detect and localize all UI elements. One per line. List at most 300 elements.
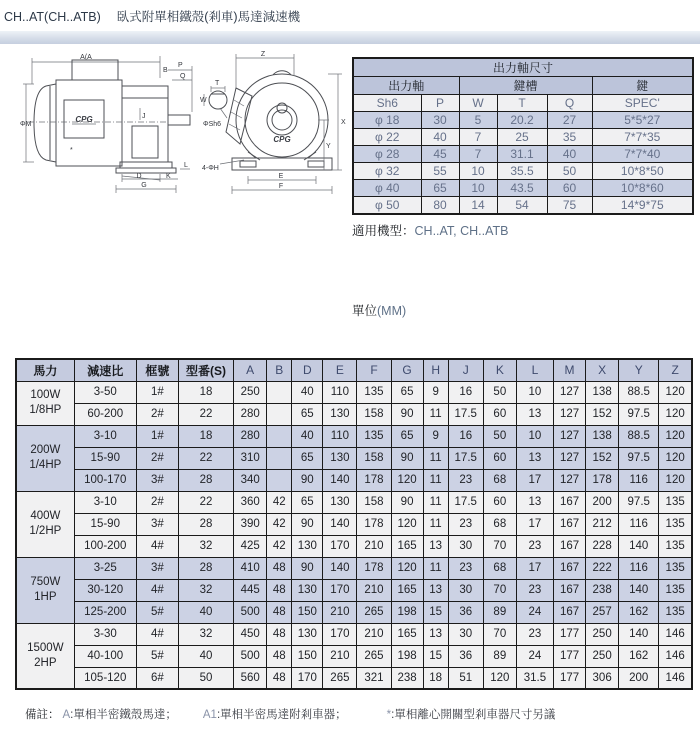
dim-cell: 90 xyxy=(391,447,423,469)
dim-cell: 390 xyxy=(234,513,267,535)
dim-cell: 15 xyxy=(423,645,448,667)
dim-cell: 22 xyxy=(178,447,233,469)
shaft-table-group-row xyxy=(353,77,693,95)
dim-cell: 177 xyxy=(553,645,585,667)
dim-cell: 23 xyxy=(448,469,483,491)
dim-cell: 90 xyxy=(292,513,323,535)
dim-cell: 410 xyxy=(234,557,267,579)
dim-cell: 228 xyxy=(586,535,619,557)
shaft-cell: 60 xyxy=(547,180,592,197)
dim-cell xyxy=(267,403,292,425)
page-title xyxy=(4,7,300,25)
dim-cell: 120 xyxy=(659,381,692,403)
dim-cell: 70 xyxy=(483,623,516,645)
dim-cell: 68 xyxy=(483,469,516,491)
dim-label-e: E xyxy=(278,173,284,180)
dim-label-k: K xyxy=(166,173,171,180)
dim-cell: 42 xyxy=(267,491,292,513)
dim-cell: 140 xyxy=(323,557,357,579)
dim-cell: 135 xyxy=(659,579,692,601)
dim-cell: 40 xyxy=(292,425,323,447)
dim-cell: 48 xyxy=(267,667,292,689)
dim-cell: 2# xyxy=(136,447,178,469)
dim-label-b: B xyxy=(163,67,168,74)
dim-cell: 65 xyxy=(292,491,323,513)
dim-cell: 17 xyxy=(516,513,553,535)
shaft-column-header: W xyxy=(459,95,497,112)
dim-cell: 65 xyxy=(292,447,323,469)
dim-cell: 120 xyxy=(391,557,423,579)
dim-cell: 17 xyxy=(516,469,553,491)
footnote xyxy=(25,706,555,722)
main-column-header: K xyxy=(483,359,516,381)
dim-cell: 265 xyxy=(323,667,357,689)
dim-cell: 250 xyxy=(586,645,619,667)
dim-cell: 178 xyxy=(357,469,391,491)
dim-cell: 5# xyxy=(136,601,178,623)
main-column-header: B xyxy=(267,359,292,381)
power-cell: 750W 1HP xyxy=(16,557,74,623)
shaft-cell: 40 xyxy=(421,129,459,146)
main-table-row xyxy=(16,623,692,645)
dim-cell: 265 xyxy=(357,645,391,667)
dim-cell: 170 xyxy=(323,579,357,601)
dim-cell: 11 xyxy=(423,469,448,491)
dim-cell: 30 xyxy=(448,623,483,645)
dim-cell: 158 xyxy=(357,403,391,425)
dim-cell: 30-120 xyxy=(74,579,136,601)
dim-cell: 127 xyxy=(553,403,585,425)
applicable-models xyxy=(352,221,509,239)
main-dimensions-table xyxy=(15,358,693,690)
dim-cell: 22 xyxy=(178,491,233,513)
dim-cell: 9 xyxy=(423,425,448,447)
dim-cell: 23 xyxy=(516,535,553,557)
dim-label-w: W xyxy=(200,97,207,104)
dim-cell: 170 xyxy=(323,623,357,645)
main-column-header: G xyxy=(391,359,423,381)
shaft-cell: 20.2 xyxy=(497,112,547,129)
dim-cell: 42 xyxy=(267,535,292,557)
dim-cell: 23 xyxy=(448,557,483,579)
shaft-column-header: P xyxy=(421,95,459,112)
shaft-cell: 80 xyxy=(421,197,459,214)
dim-cell: 3# xyxy=(136,469,178,491)
dim-cell: 13 xyxy=(516,403,553,425)
dim-cell: 28 xyxy=(178,557,233,579)
dim-cell: 167 xyxy=(553,601,585,623)
main-table-row xyxy=(16,491,692,513)
dim-cell: 140 xyxy=(323,469,357,491)
dim-cell: 130 xyxy=(323,447,357,469)
main-column-header: 減速比 xyxy=(74,359,136,381)
dim-cell: 165 xyxy=(391,579,423,601)
dim-cell: 238 xyxy=(391,667,423,689)
main-column-header: L xyxy=(516,359,553,381)
dim-cell: 120 xyxy=(659,469,692,491)
dim-cell: 89 xyxy=(483,601,516,623)
dim-cell: 90 xyxy=(391,403,423,425)
dim-cell: 36 xyxy=(448,601,483,623)
footnote-note: A:單相半密鐵殼馬達； xyxy=(62,709,177,721)
dim-cell: 15 xyxy=(423,601,448,623)
main-column-header: 型番(S) xyxy=(178,359,233,381)
dim-cell: 60 xyxy=(483,447,516,469)
main-table-row xyxy=(16,425,692,447)
dim-cell: 178 xyxy=(357,557,391,579)
dim-cell: 23 xyxy=(516,623,553,645)
dim-cell: 165 xyxy=(391,535,423,557)
dim-cell: 210 xyxy=(323,645,357,667)
applicable-models-value: CH..AT, CH..ATB xyxy=(414,224,509,238)
dim-label-x: X xyxy=(341,119,346,126)
shaft-table-row xyxy=(353,197,693,214)
main-table-header-row xyxy=(16,359,692,381)
shaft-cell: 5*5*27 xyxy=(592,112,693,129)
dim-cell: 18 xyxy=(178,381,233,403)
dim-label-g: G xyxy=(141,182,147,189)
star-mark: * xyxy=(70,147,73,154)
dim-cell: 10 xyxy=(516,381,553,403)
dim-cell: 50 xyxy=(483,425,516,447)
dim-cell: 135 xyxy=(357,425,391,447)
dim-cell: 32 xyxy=(178,623,233,645)
unit-note: 單位(MM) xyxy=(352,304,407,318)
shaft-cell: 43.5 xyxy=(497,180,547,197)
dim-label-t: T xyxy=(215,80,220,87)
dim-cell: 116 xyxy=(619,513,659,535)
dim-cell: 11 xyxy=(423,513,448,535)
dim-cell: 15-90 xyxy=(74,447,136,469)
dim-label-q: Q xyxy=(180,73,186,80)
dim-cell: 170 xyxy=(292,667,323,689)
dim-cell: 60 xyxy=(483,491,516,513)
dim-cell: 30 xyxy=(448,535,483,557)
dim-cell: 32 xyxy=(178,535,233,557)
dim-cell: 100-200 xyxy=(74,535,136,557)
dim-cell: 116 xyxy=(619,557,659,579)
dim-cell: 32 xyxy=(178,579,233,601)
dim-cell: 15-90 xyxy=(74,513,136,535)
dim-cell: 135 xyxy=(659,535,692,557)
dim-cell: 3-50 xyxy=(74,381,136,403)
dim-cell: 89 xyxy=(483,645,516,667)
dim-cell: 17 xyxy=(516,557,553,579)
dim-cell: 360 xyxy=(234,491,267,513)
mounting-holes-label: 4-ΦH xyxy=(202,165,219,172)
shaft-cell: 10 xyxy=(459,163,497,180)
shaft-cell: 10*8*60 xyxy=(592,180,693,197)
shaft-cell: 14*9*75 xyxy=(592,197,693,214)
dim-cell: 28 xyxy=(178,469,233,491)
dim-cell: 138 xyxy=(586,425,619,447)
dim-cell: 146 xyxy=(659,645,692,667)
dim-cell: 162 xyxy=(619,645,659,667)
dim-cell: 130 xyxy=(292,623,323,645)
main-column-header: Y xyxy=(619,359,659,381)
dim-cell: 125-200 xyxy=(74,601,136,623)
main-column-header: 框號 xyxy=(136,359,178,381)
motor-front-view-drawing xyxy=(200,48,350,203)
dim-cell: 13 xyxy=(423,535,448,557)
dim-cell: 1# xyxy=(136,425,178,447)
main-table-row xyxy=(16,513,692,535)
dim-cell: 167 xyxy=(553,579,585,601)
dim-cell: 135 xyxy=(659,491,692,513)
dim-cell: 250 xyxy=(234,381,267,403)
dim-cell: 210 xyxy=(323,601,357,623)
dim-cell: 70 xyxy=(483,535,516,557)
dim-cell: 3# xyxy=(136,557,178,579)
dim-cell: 340 xyxy=(234,469,267,491)
dim-cell: 110 xyxy=(323,425,357,447)
dim-cell: 11 xyxy=(423,447,448,469)
dim-cell: 2# xyxy=(136,491,178,513)
dim-cell: 116 xyxy=(619,469,659,491)
shaft-cell: 54 xyxy=(497,197,547,214)
dim-cell: 65 xyxy=(391,425,423,447)
shaft-column-header: Sh6 xyxy=(353,95,421,112)
dim-cell: 152 xyxy=(586,403,619,425)
brand-logo-front: CPG xyxy=(273,135,291,144)
main-column-header: D xyxy=(292,359,323,381)
dim-cell: 135 xyxy=(357,381,391,403)
power-cell: 1500W 2HP xyxy=(16,623,74,689)
shaft-cell: 35.5 xyxy=(497,163,547,180)
dim-cell: 13 xyxy=(423,579,448,601)
model-code: CH..AT(CH..ATB) xyxy=(4,10,101,24)
shaft-cell: 7*7*35 xyxy=(592,129,693,146)
dim-cell: 97.5 xyxy=(619,491,659,513)
main-column-header: E xyxy=(323,359,357,381)
dim-cell: 130 xyxy=(292,535,323,557)
shaft-table-row xyxy=(353,163,693,180)
main-column-header: J xyxy=(448,359,483,381)
dim-label-l: L xyxy=(184,162,188,169)
dim-cell xyxy=(267,447,292,469)
dim-cell: 120 xyxy=(391,469,423,491)
dim-cell: 97.5 xyxy=(619,447,659,469)
shaft-table-column-row xyxy=(353,95,693,112)
dim-cell: 135 xyxy=(659,601,692,623)
dim-cell xyxy=(267,469,292,491)
shaft-column-header: Q xyxy=(547,95,592,112)
technical-drawings xyxy=(0,46,350,226)
dim-cell: 48 xyxy=(267,623,292,645)
dim-cell: 88.5 xyxy=(619,381,659,403)
dim-cell: 200 xyxy=(586,491,619,513)
dim-cell: 200 xyxy=(619,667,659,689)
shaft-table-row xyxy=(353,129,693,146)
dim-cell: 30 xyxy=(448,579,483,601)
main-table-row xyxy=(16,447,692,469)
main-column-header: 馬力 xyxy=(16,359,74,381)
main-column-header: Z xyxy=(659,359,692,381)
dim-cell: 198 xyxy=(391,645,423,667)
dim-cell: 36 xyxy=(448,645,483,667)
dim-cell: 120 xyxy=(659,447,692,469)
shaft-group-header: 鍵槽 xyxy=(459,77,592,95)
footnote-note: A1:單相半密馬達附剎車器； xyxy=(202,709,347,721)
shaft-cell: 5 xyxy=(459,112,497,129)
dim-cell: 321 xyxy=(357,667,391,689)
shaft-cell: 7 xyxy=(459,146,497,163)
motor-side-view-drawing xyxy=(20,48,205,203)
dim-cell: 500 xyxy=(234,601,267,623)
dim-cell: 6# xyxy=(136,667,178,689)
main-table-row xyxy=(16,469,692,491)
dim-cell: 560 xyxy=(234,667,267,689)
dim-cell: 178 xyxy=(586,469,619,491)
dim-cell: 13 xyxy=(423,623,448,645)
dim-cell: 120 xyxy=(483,667,516,689)
shaft-diameter-label: ΦSh6 xyxy=(203,121,222,128)
dim-cell: 450 xyxy=(234,623,267,645)
dim-cell: 120 xyxy=(659,425,692,447)
dim-cell: 28 xyxy=(178,513,233,535)
dim-cell: 120 xyxy=(391,513,423,535)
dim-cell: 60-200 xyxy=(74,403,136,425)
dim-cell: 18 xyxy=(178,425,233,447)
dim-cell: 135 xyxy=(659,557,692,579)
dim-cell: 310 xyxy=(234,447,267,469)
dim-cell: 22 xyxy=(178,403,233,425)
main-table-row xyxy=(16,579,692,601)
footnote-note: *:單相離心開關型剎車器尺寸另議 xyxy=(386,709,556,721)
shaft-cell: φ 32 xyxy=(353,163,421,180)
dim-cell: 265 xyxy=(357,601,391,623)
dim-cell: 48 xyxy=(267,601,292,623)
shaft-table-title-row xyxy=(353,58,693,77)
shaft-cell: 27 xyxy=(547,112,592,129)
dim-cell: 40-100 xyxy=(74,645,136,667)
dim-cell: 17.5 xyxy=(448,447,483,469)
dim-cell: 4# xyxy=(136,579,178,601)
shaft-cell: 75 xyxy=(547,197,592,214)
dim-cell: 18 xyxy=(423,667,448,689)
dim-cell: 167 xyxy=(553,557,585,579)
dim-cell: 306 xyxy=(586,667,619,689)
dim-cell: 177 xyxy=(553,623,585,645)
dim-label-y: Y xyxy=(326,143,331,150)
main-table-row xyxy=(16,381,692,403)
dim-cell: 167 xyxy=(553,535,585,557)
dim-cell: 127 xyxy=(553,381,585,403)
dim-cell: 68 xyxy=(483,557,516,579)
model-description: 臥式附單相鐵殼(剎車)馬達減速機 xyxy=(116,10,301,24)
dim-cell: 65 xyxy=(292,403,323,425)
dim-cell: 212 xyxy=(586,513,619,535)
dim-cell: 17.5 xyxy=(448,403,483,425)
shaft-cell: φ 40 xyxy=(353,180,421,197)
applicable-models-label: 適用機型： xyxy=(352,224,415,238)
dim-cell: 127 xyxy=(553,469,585,491)
dim-label-f: F xyxy=(278,183,284,190)
dim-cell: 48 xyxy=(267,645,292,667)
dim-cell: 17.5 xyxy=(448,491,483,513)
dim-cell: 5# xyxy=(136,645,178,667)
dim-cell: 140 xyxy=(323,513,357,535)
dim-cell xyxy=(267,381,292,403)
dim-cell: 105-120 xyxy=(74,667,136,689)
dim-label-p: P xyxy=(178,62,183,69)
dim-cell: 210 xyxy=(357,623,391,645)
divider-band xyxy=(0,31,700,44)
dim-cell: 97.5 xyxy=(619,403,659,425)
dim-cell: 445 xyxy=(234,579,267,601)
shaft-cell: 10*8*50 xyxy=(592,163,693,180)
dim-cell: 250 xyxy=(586,623,619,645)
dim-cell: 167 xyxy=(553,513,585,535)
dim-cell: 152 xyxy=(586,447,619,469)
shaft-cell: 40 xyxy=(547,146,592,163)
dim-cell: 90 xyxy=(391,491,423,513)
dim-cell: 165 xyxy=(391,623,423,645)
dim-cell: 50 xyxy=(178,667,233,689)
dim-cell: 60 xyxy=(483,403,516,425)
dim-cell: 16 xyxy=(448,425,483,447)
shaft-cell: 45 xyxy=(421,146,459,163)
main-column-header: A xyxy=(234,359,267,381)
dim-cell: 3-10 xyxy=(74,491,136,513)
main-table-row xyxy=(16,557,692,579)
dim-cell: 100-170 xyxy=(74,469,136,491)
shaft-cell: 14 xyxy=(459,197,497,214)
dim-cell: 40 xyxy=(178,645,233,667)
dim-cell: 48 xyxy=(267,557,292,579)
dim-cell: 90 xyxy=(292,469,323,491)
dim-cell: 23 xyxy=(448,513,483,535)
dim-cell: 3-10 xyxy=(74,425,136,447)
dim-cell: 210 xyxy=(357,579,391,601)
dim-cell: 127 xyxy=(553,447,585,469)
dim-cell: 425 xyxy=(234,535,267,557)
dim-cell: 158 xyxy=(357,447,391,469)
dim-cell: 135 xyxy=(659,513,692,535)
dim-label-z: Z xyxy=(260,51,266,58)
dim-cell: 10 xyxy=(516,425,553,447)
dim-cell: 3-25 xyxy=(74,557,136,579)
dim-cell: 280 xyxy=(234,403,267,425)
dim-cell: 500 xyxy=(234,645,267,667)
shaft-cell: 30 xyxy=(421,112,459,129)
main-column-header: X xyxy=(586,359,619,381)
dim-cell: 31.5 xyxy=(516,667,553,689)
dim-cell: 170 xyxy=(323,535,357,557)
dim-label-a: A(A xyxy=(80,54,92,61)
dim-cell: 88.5 xyxy=(619,425,659,447)
dim-cell: 127 xyxy=(553,425,585,447)
shaft-table-row xyxy=(353,146,693,163)
shaft-cell: φ 22 xyxy=(353,129,421,146)
dim-cell: 4# xyxy=(136,623,178,645)
dim-cell: 42 xyxy=(267,513,292,535)
dim-cell: 146 xyxy=(659,623,692,645)
dim-cell: 24 xyxy=(516,645,553,667)
shaft-cell: 35 xyxy=(547,129,592,146)
dim-cell: 48 xyxy=(267,579,292,601)
shaft-cell: 25 xyxy=(497,129,547,146)
dim-cell: 257 xyxy=(586,601,619,623)
shaft-cell: 55 xyxy=(421,163,459,180)
dim-cell: 130 xyxy=(323,491,357,513)
dim-cell: 110 xyxy=(323,381,357,403)
dim-cell: 1# xyxy=(136,381,178,403)
shaft-cell: 31.1 xyxy=(497,146,547,163)
shaft-cell: φ 18 xyxy=(353,112,421,129)
dim-label-d: D xyxy=(136,173,142,180)
dim-cell: 178 xyxy=(357,513,391,535)
